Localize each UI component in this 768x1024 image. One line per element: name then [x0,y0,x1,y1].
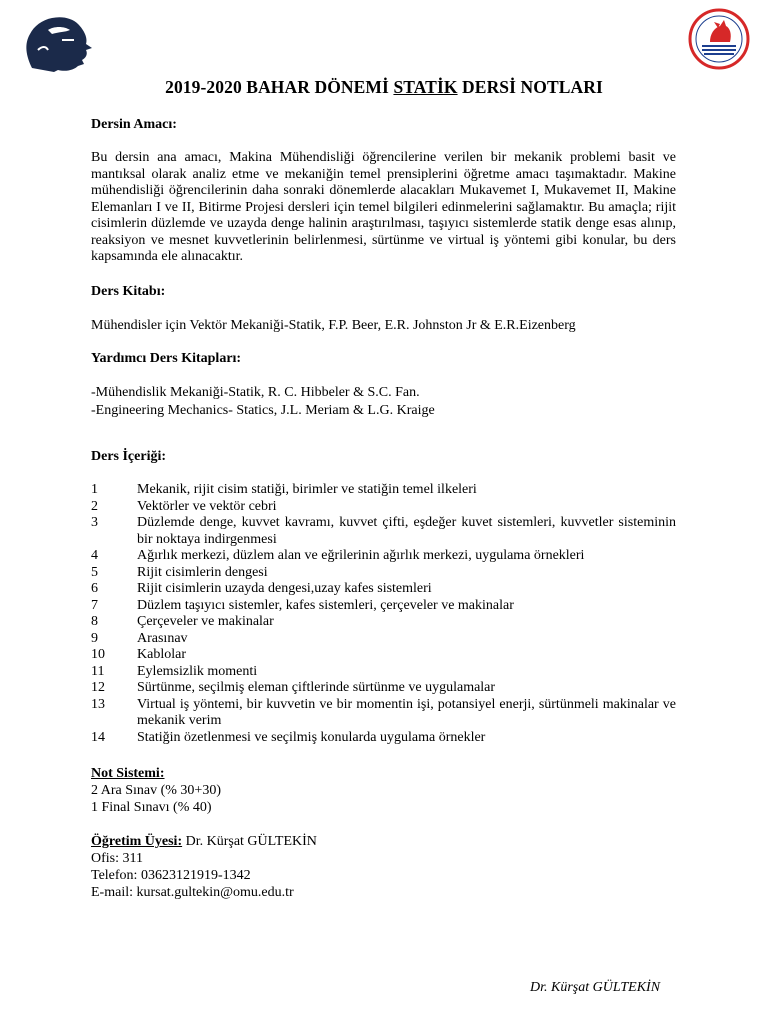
list-item-text: Rijit cisimlerin uzayda dengesi,uzay kafes sistemleri [137,581,432,596]
ogretim-uyesi: Öğretim Üyesi: Dr. Kürşat GÜLTEKİN [91,834,317,849]
list-item-number: 11 [91,663,105,679]
list-item-text: Ağırlık merkezi, düzlem alan ve eğrilerinin ağırlık merkezi, uygulama örnekleri [137,548,585,563]
list-item-text: Eylemsizlik momenti [137,663,258,679]
list-item-text: Rijit cisimlerin dengesi [137,564,268,580]
list-item-text: Arasınav [137,630,188,646]
list-item [91,614,676,631]
list-item [91,664,676,681]
list-item [91,499,676,516]
yardimci-line-2: -Engineering Mechanics- Statics, J.L. Meriam & L.G. Kraige [91,403,435,418]
list-item-number: 1 [91,482,98,497]
list-item [91,565,676,582]
list-item-number: 9 [91,630,98,646]
list-item-number: 6 [91,581,98,596]
email: E-mail: kursat.gultekin@omu.edu.tr [91,885,294,900]
kitap-heading: Ders Kitabı: [91,284,166,299]
not-heading: Not Sistemi: [91,766,165,781]
list-item-text: Statiğin özetlenmesi ve seçilmiş konularda uygulama örnekler [137,729,486,745]
list-item-number: 7 [91,597,98,613]
list-item [91,598,676,615]
page-title: 2019-2020 BAHAR DÖNEMİ STATİK DERSİ NOTLARI [165,77,603,97]
list-item-text: Mekanik, rijit cisim statiği, birimler ve statiğin temel ilkeleri [137,482,477,497]
ofis: Ofis: 311 [91,851,143,866]
yardimci-heading: Yardımcı Ders Kitapları: [91,351,242,366]
list-item-text: Düzlem taşıyıcı sistemler, kafes sistemleri, çerçeveler ve makinalar [137,597,514,613]
list-item-text: Düzlemde denge, kuvvet kavramı, kuvvet çifti, eşdeğer kuvet sistemleri, kuvvetler sisteminin bir noktaya indirgenmesi [137,515,676,547]
list-item-number: 12 [91,680,105,695]
list-item [91,697,676,730]
list-item [91,730,676,747]
telefon: Telefon: 03623121919-1342 [91,868,251,883]
list-item-text: Kablolar [137,647,186,662]
list-item [91,515,676,548]
list-item-number: 4 [91,548,98,563]
list-item-number: 10 [91,647,105,662]
list-item-text: Çerçeveler ve makinalar [137,614,274,629]
list-item-number: 2 [91,498,98,514]
signature: Dr. Kürşat GÜLTEKİN [530,980,661,995]
icerik-list [91,482,676,746]
list-item-number: 5 [91,564,98,580]
not-line-2: 1 Final Sınavı (% 40) [91,800,212,815]
list-item [91,631,676,648]
icerik-heading: Ders İçeriği: [91,449,167,464]
list-item-number: 8 [91,614,98,629]
yardimci-line-1: -Mühendislik Mekaniği-Statik, R. C. Hibbeler & S.C. Fan. [91,385,420,400]
list-item-text: Vektörler ve vektör cebri [137,498,277,514]
list-item [91,581,676,598]
list-item [91,647,676,664]
kitap-text: Mühendisler için Vektör Mekaniği-Statik, F.P. Beer, E.R. Johnston Jr & E.R.Eizenberg [91,318,576,333]
university-seal-logo-icon [688,8,750,70]
list-item-number: 3 [91,515,98,530]
ataturk-portrait-logo-icon [18,10,98,72]
list-item-number: 13 [91,696,105,712]
amac-heading: Dersin Amacı: [91,117,177,132]
not-line-1: 2 Ara Sınav (% 30+30) [91,783,221,798]
list-item-number: 14 [91,729,105,745]
amac-paragraph: Bu dersin ana amacı, Makina Mühendisliği öğrencilerine verilen bir mekanik problemi basit ve mantıksal olarak analiz etme ve mekaniğin temel prensiplerini öğretme amacı taşımaktadır. Makine mühendisliği öğrencilerinin daha sonraki dönemlerde alacakları Mukavemet I, Mukavemet II, Makine Elemanları I ve II, Bitirme Projesi dersleri için temel bilgileri edinmelerini sağlamaktır. Bu amaçla; rijit cisimlerin düzlemde ve uzayda denge halinin araştırılması, taşıyıcı sistemlerde statik denge esas alınıp, reaksiyon ve mesnet kuvvetlerinin belirlenmesi, sürtünme ve virtual iş yöntemi gibi konular, bu ders kapsamında ele alınacaktır. [91,150,676,264]
list-item-text: Sürtünme, seçilmiş eleman çiftlerinde sürtünme ve uygulamalar [137,680,496,695]
list-item [91,680,676,697]
list-item-text: Virtual iş yöntemi, bir kuvvetin ve bir momentin işi, potansiyel enerji, sürtünmeli makinalar ve mekanik verim [137,696,676,728]
list-item [91,482,676,499]
list-item [91,548,676,565]
